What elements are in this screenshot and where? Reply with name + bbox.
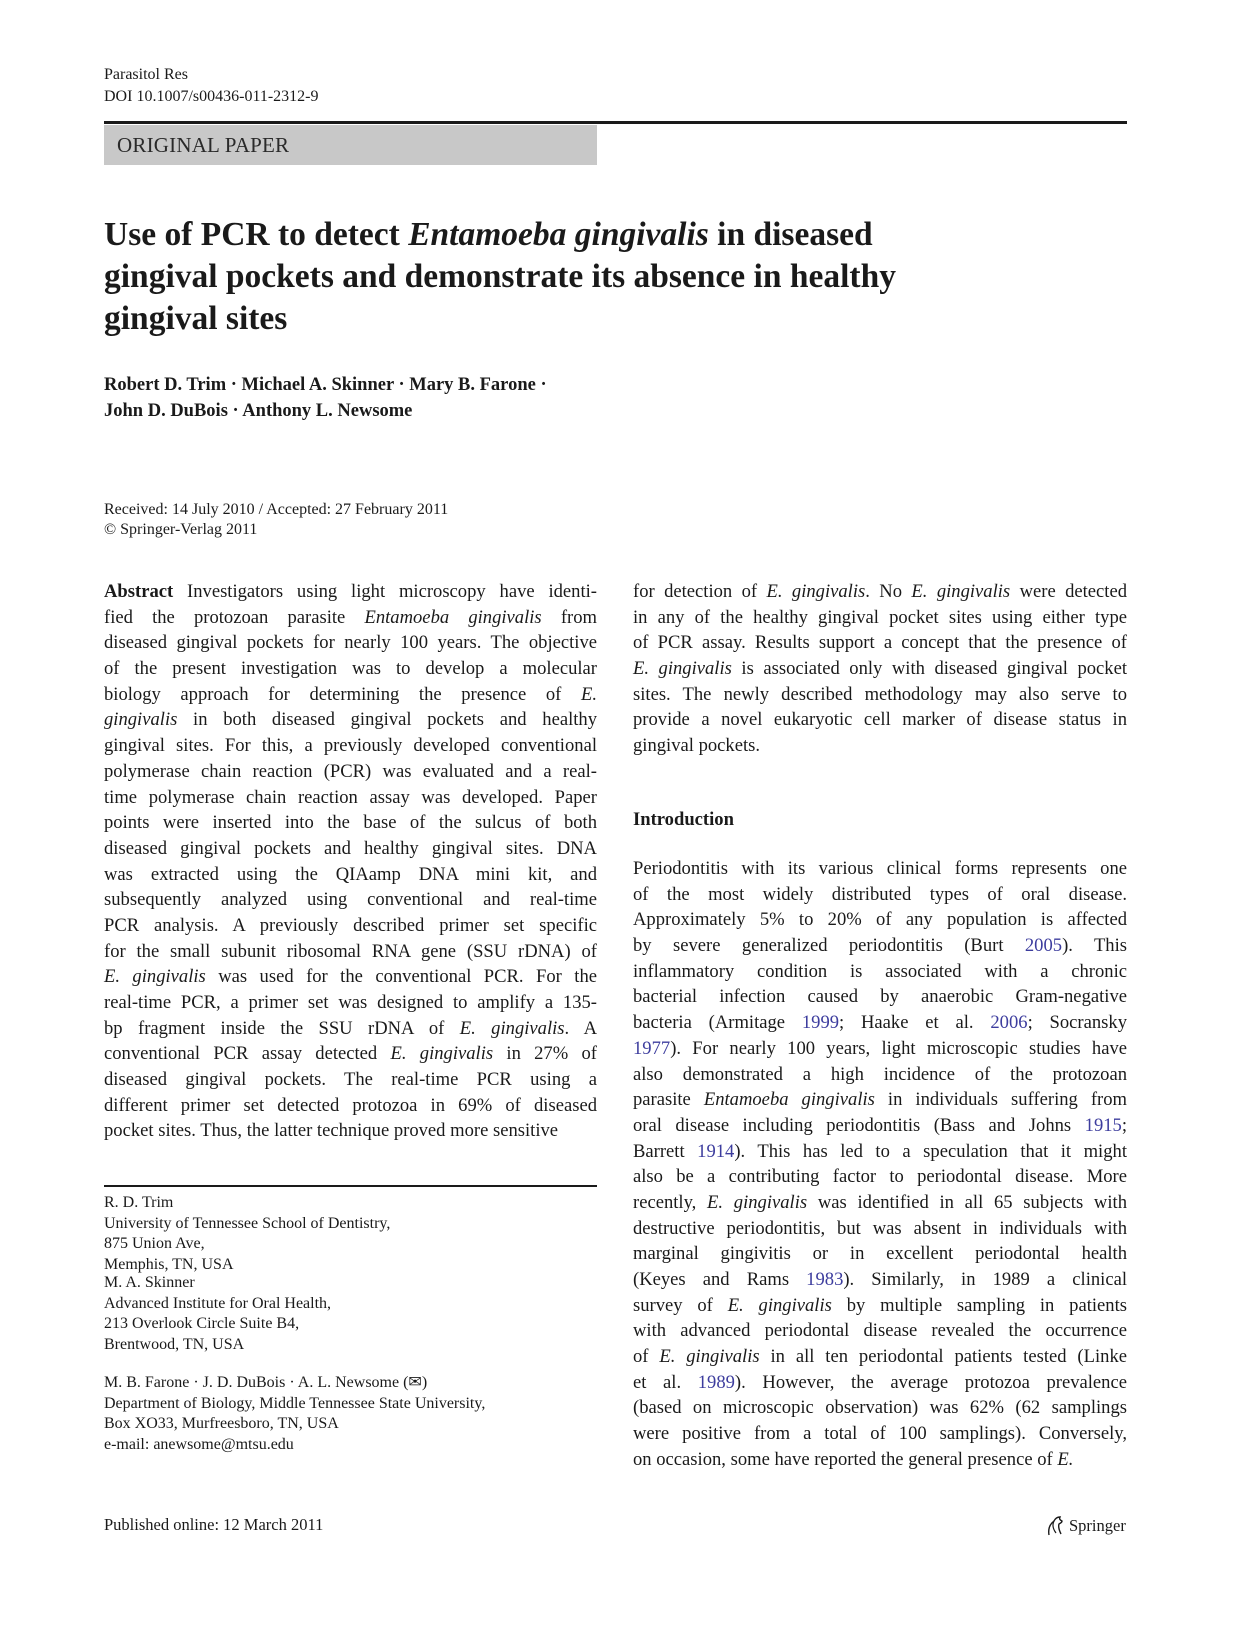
abstract-line: subsequently analyzed using conventional and real-time [104,889,597,911]
introduction-line: were positive from a total of 100 samplings). Conversely, [633,1423,1127,1445]
copyright: © Springer-Verlag 2011 [104,521,258,538]
affiliation-line: M. A. Skinner [104,1274,195,1291]
paper-title [104,214,1004,340]
abstract-line: gingival pockets. [633,735,761,757]
introduction-line: on occasion, some have reported the general presence of E. [633,1448,1074,1470]
abstract-line: pocket sites. Thus, the latter technique proved more sensitive [104,1120,559,1142]
title-part1: Use of PCR to detect [104,216,409,253]
introduction-line: of E. gingivalis in all ten periodontal patients tested (Linke [633,1346,1127,1368]
introduction-line: with advanced periodontal disease revealed the occurrence [633,1320,1127,1342]
introduction-line: Approximately 5% to 20% of any population is affected [633,909,1127,931]
abstract-line: different primer set detected protozoa in 69% of diseased [104,1094,597,1116]
affiliation-line: 213 Overlook Circle Suite B4, [104,1315,300,1332]
introduction-line: recently, E. gingivalis was identified in all 65 subjects with [633,1191,1127,1213]
abstract [104,579,597,1144]
received-date: Received: 14 July 2010 / Accepted: 27 February 2011 [104,501,449,518]
affiliation-line: Box XO33, Murfreesboro, TN, USA [104,1415,339,1432]
introduction-line: survey of E. gingivalis by multiple sampling in patients [633,1294,1128,1316]
title-part2: in diseased [708,216,873,253]
affiliation-line: e-mail: anewsome@mtsu.edu [104,1435,294,1453]
abstract-line: fied the protozoan parasite Entamoeba gingivalis from [104,606,597,628]
springer-horse-icon [1045,1515,1065,1537]
author-list [104,372,547,424]
publisher-mark [1045,1515,1126,1537]
introduction-line: (Keyes and Rams 1983). Similarly, in 1989 a clinical [633,1269,1127,1290]
abstract-line: E. gingivalis was used for the conventional PCR. For the [104,966,597,988]
abstract-line: for the small subunit ribosomal RNA gene (SSU rDNA) of [104,940,597,962]
abstract-line: sites. The newly described methodology may also serve to [633,683,1127,705]
abstract-line: of PCR assay. Results support a concept that the presence of [633,632,1127,654]
top-rule [104,121,1127,124]
right-column [633,579,1127,1473]
article-dates [104,500,448,540]
affiliation-line: R. D. Trim [104,1194,174,1211]
abstract-line: real-time PCR, a primer set was designed to amplify a 135- [104,992,597,1013]
introduction-line: by severe generalized periodontitis (Burt 2005). This [633,935,1127,957]
abstract-line: diseased gingival pockets. The real-time PCR using a [104,1069,597,1091]
introduction-line: bacteria (Armitage 1999; Haake et al. 2006; Socransky [633,1012,1127,1034]
abstract-line: of the present investigation was to develop a molecular [104,658,597,680]
journal-header [104,64,319,108]
introduction-line: (based on microscopic observation) was 62% (62 samplings [633,1397,1127,1419]
introduction-line: also demonstrated a high incidence of the protozoan [633,1063,1127,1085]
abstract-line: bp fragment inside the SSU rDNA of E. gingivalis. A [104,1017,597,1039]
introduction-line: bacterial infection caused by anaerobic Gram-negative [633,986,1127,1008]
journal-name: Parasitol Res [104,66,188,83]
introduction-line: 1977). For nearly 100 years, light microscopic studies have [633,1037,1127,1059]
abstract-line: diseased gingival pockets for nearly 100 years. The objective [104,632,597,654]
abstract-line: for detection of E. gingivalis. No E. gingivalis were detected [633,581,1128,602]
introduction-line: inflammatory condition is associated with a chronic [633,960,1127,982]
abstract-line: PCR analysis. A previously described primer set specific [104,914,597,936]
abstract-line: E. gingivalis is associated only with diseased gingival pocket [633,658,1128,680]
affiliation-line: Brentwood, TN, USA [104,1335,245,1353]
abstract-heading: Abstract [104,581,174,602]
abstract-line: points were inserted into the base of the sulcus of both [104,812,597,834]
affiliation-line: 875 Union Ave, [104,1235,205,1252]
introduction-line: of the most widely distributed types of oral disease. [633,883,1127,905]
introduction-line: Barrett 1914). This has led to a speculation that it might [633,1140,1127,1162]
abstract-line: provide a novel eukaryotic cell marker of disease status in [633,709,1127,731]
introduction-heading: Introduction [633,808,734,830]
affiliation-block [104,1273,331,1355]
abstract-line: was extracted using the QIAamp DNA mini kit, and [104,863,597,885]
authors-line1: Robert D. Trim · Michael A. Skinner · Mary B. Farone · [104,375,547,395]
affiliation-line: Department of Biology, Middle Tennessee State University, [104,1394,486,1412]
affiliation-rule [104,1185,597,1187]
introduction-line: marginal gingivitis or in excellent periodontal health [633,1243,1127,1265]
affiliation-line: University of Tennessee School of Dentistry, [104,1214,391,1232]
affiliation-block [104,1193,390,1275]
doi: DOI 10.1007/s00436-011-2312-9 [104,88,319,105]
introduction-line: also be a contributing factor to periodontal disease. More [633,1166,1127,1188]
section-label: ORIGINAL PAPER [104,125,597,165]
affiliation-block [104,1373,485,1455]
affiliation-line: Memphis, TN, USA [104,1255,234,1273]
title-line2: gingival pockets and demonstrate its absence in healthy [104,258,896,295]
abstract-line: Abstract Investigators using light microscopy have identi- [104,581,597,602]
introduction-line: Periodontitis with its various clinical forms represents one [633,858,1127,879]
title-line3: gingival sites [104,300,288,337]
abstract-line: polymerase chain reaction (PCR) was evaluated and a real- [104,760,597,782]
introduction-line: parasite Entamoeba gingivalis in individuals suffering from [633,1089,1128,1111]
introduction-line: oral disease including periodontitis (Bass and Johns 1915; [633,1114,1127,1136]
published-online: Published online: 12 March 2011 [104,1515,324,1534]
abstract-line: biology approach for determining the presence of E. [104,683,597,705]
publisher-name: Springer [1069,1516,1126,1535]
authors-line2: John D. DuBois · Anthony L. Newsome [104,401,413,421]
affiliation-line: Advanced Institute for Oral Health, [104,1294,332,1312]
title-italic: Entamoeba gingivalis [408,216,709,253]
abstract-line: gingival sites. For this, a previously developed conventional [104,735,597,757]
abstract-line: in any of the healthy gingival pocket sites using either type [633,606,1127,628]
abstract-line: conventional PCR assay detected E. gingivalis in 27% of [104,1043,597,1065]
abstract-line: time polymerase chain reaction assay was developed. Paper [104,786,597,808]
abstract-line: diseased gingival pockets and healthy gingival sites. DNA [104,837,597,859]
introduction-line: et al. 1989). However, the average protozoa prevalence [633,1371,1127,1393]
abstract-line: gingivalis in both diseased gingival pockets and healthy [104,709,597,731]
affiliation-line: M. B. Farone · J. D. DuBois · A. L. Newsome (✉) [104,1374,428,1391]
introduction-line: destructive periodontitis, but was absent in individuals with [633,1217,1127,1239]
